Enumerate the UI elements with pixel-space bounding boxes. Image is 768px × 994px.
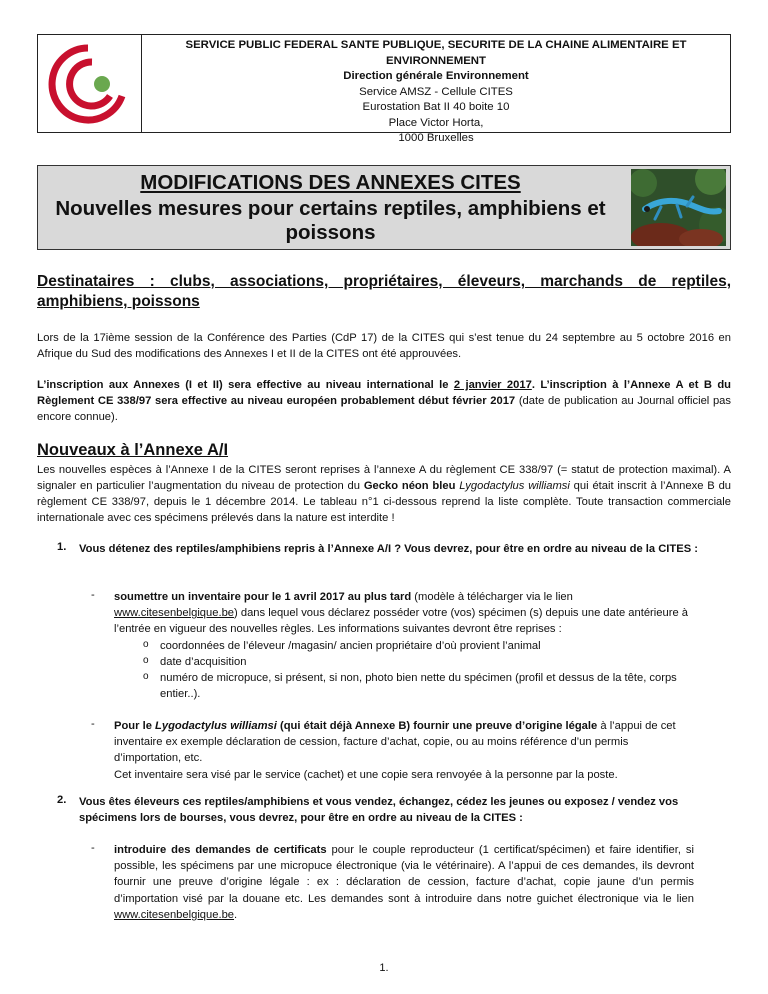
subtitle-line-1: Nouvelles mesures pour certains reptiles, amphibiens et	[55, 197, 606, 220]
list-number: 2.	[57, 794, 67, 806]
address-building: Eurostation Bat II 40 boite 10	[362, 101, 510, 113]
fps-logo-icon	[48, 44, 128, 124]
header-box	[37, 34, 731, 144]
cites-link[interactable]: www.citesenbelgique.be	[114, 607, 235, 620]
bullet-dash: -	[91, 842, 95, 854]
section-title: Nouveaux à l’Annexe A/I	[37, 441, 229, 459]
sub-item: coordonnées de l’éleveur /magasin/ ancien propriétaire d’où provient l’animal	[160, 640, 541, 652]
sub-bullet-icon: o	[143, 671, 149, 682]
service-name: Service AMSZ - Cellule CITES	[359, 85, 513, 98]
list-item-text: Vous détenez des reptiles/amphibiens repris à l’Annexe A/I ? Vous devrez, pour être en ordre au niveau de la CITES :	[79, 543, 699, 555]
intro-paragraph: Lors de la 17ième session de la Conférence des Parties (CdP 17) de la CITES qui s’est tenue du 24 septembre au 5 octobre 2016 en Afrique du Sud des modifications des Annexes I et II de la CITES ont été approuvées.	[37, 332, 731, 360]
certificate-item: introduire des demandes de certificats pour le couple reproducteur (1 certificat/spécimen) et faire identifier, si possible, les spécimens par une micropuce électronique (via le vétérinaire). A l’appui de ces demandes, ils devront fournir une preuve d’origine légale : ex : déclaration de cession, facture d’achat, copie jaune d’un permis d’importation visé par la douane etc. Les demandes sont à introduire dans notre guichet électronique via le lien www.citesenbelgique.be.	[114, 844, 694, 921]
address-city: 1000 Bruxelles	[398, 132, 474, 144]
gecko-name: Gecko néon bleu	[363, 480, 456, 492]
species-name: Lygodactylus williamsi	[155, 720, 277, 732]
sub-item: date d’acquisition	[160, 656, 247, 668]
cites-link[interactable]: www.citesenbelgique.be	[114, 908, 235, 921]
sub-bullet-icon: o	[143, 639, 149, 650]
species-name: Lygodactylus williamsi	[459, 480, 570, 492]
recipients-heading: Destinataires : clubs, associations, propriétaires, éleveurs, marchands de reptiles, amphibiens, poissons	[37, 273, 731, 310]
directorate: Direction générale Environnement	[343, 70, 529, 82]
page-number: 1.	[379, 962, 389, 974]
inventory-item: soumettre un inventaire pour le 1 avril 2017 au plus tard (modèle à télécharger via le lien www.citesenbelgique.be) dans lequel vous déclarez posséder votre (vos) spécimen (s) depuis une date antérieure à l’entrée en vigueur des nouvelles règles. Les informations suivantes devront être reprises :	[114, 591, 688, 636]
address-street: Place Victor Horta,	[388, 116, 484, 129]
effective-date: 2 janvier 2017	[453, 379, 532, 391]
effective-paragraph: L’inscription aux Annexes (I et II) sera effective au niveau international le 2 janvier 2017. L’inscription à l’Annexe A et B du Règlement CE 338/97 sera effective au niveau européen probablement début février 2017 (date de publication au Journal officiel pas encore connue).	[37, 379, 731, 423]
bullet-dash: -	[91, 589, 95, 601]
sub-bullet-icon: o	[143, 655, 149, 666]
gecko-photo-icon	[631, 169, 726, 246]
subtitle-line-2: poissons	[285, 221, 376, 244]
list-item-text: Vous êtes éleveurs ces reptiles/amphibiens et vous vendez, échangez, cédez les jeunes ou exposez / vendez vos spécimens lors de bourses, vous devrez, pour être en ordre au niveau de la CITES :	[79, 796, 679, 824]
document-subtitle	[38, 197, 623, 245]
header-text	[142, 38, 730, 147]
title-box	[37, 165, 731, 250]
ministry-name: SERVICE PUBLIC FEDERAL SANTE PUBLIQUE, SECURITE DE LA CHAINE ALIMENTAIRE ET ENVIRONNEMENT	[185, 39, 687, 67]
legal-origin-item: Pour le Lygodactylus williamsi (qui était déjà Annexe B) fournir une preuve d’origine légale à l’appui de cet inventaire ex exemple déclaration de cession, facture d’achat, copie, ou au moins référence d’un permis d’importation, etc. Cet inventaire sera visé par le service (cachet) et une copie sera renvoyée à la personne par la poste.	[114, 720, 676, 781]
document-title: MODIFICATIONS DES ANNEXES CITES	[140, 171, 521, 194]
sub-item: numéro de micropuce, si présent, si non, photo bien nette du spécimen (profil et dessus de la tête, corps entier..).	[160, 672, 677, 700]
list-number: 1.	[57, 541, 67, 553]
section-paragraph: Les nouvelles espèces à l’Annexe I de la CITES seront reprises à l’annexe A du règlement CE 338/97 (= statut de protection maximal). A signaler en particulier l’augmentation du niveau de protection du Gecko néon bleu Lygodactylus williamsi qui était inscrit à l’Annexe B du règlement CE 338/97, depuis le 1 décembre 2014. Le tableau n°1 ci-dessous reprend la liste complète. Toute transaction commerciale internationale avec ces spécimens prélevés dans la nature est interdite !	[37, 464, 732, 524]
bullet-dash: -	[91, 718, 95, 730]
